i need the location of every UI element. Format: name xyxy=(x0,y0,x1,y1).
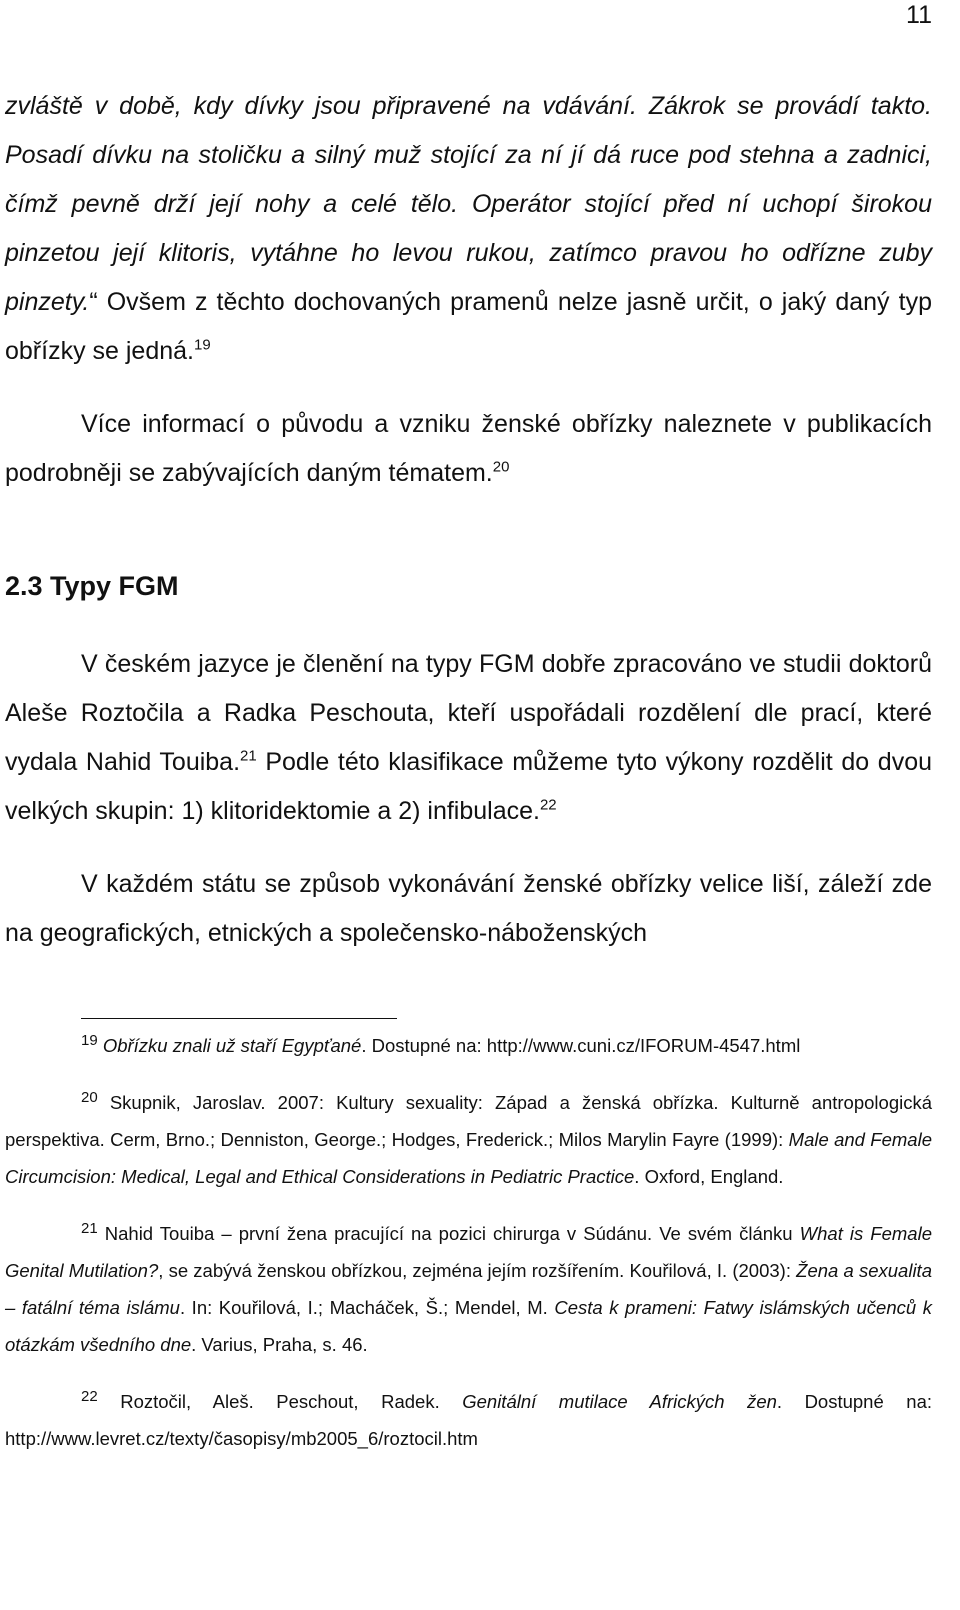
paragraph-1-quote-italic: zvláště v době, kdy dívky jsou připravené na vdávání. Zákrok se provádí takto. Posadí dívku na stoličku a silný muž stojící za ní jí dá ruce pod stehna a zadnici, čímž pevně drží její nohy a celé tělo. Operátor stojící před ní uchopí širokou pinzetou její klitoris, vytáhne ho levou rukou, zatímco pravou ho odřízne zuby pinzety. xyxy=(5,92,932,316)
paragraph-3-text-b: Podle této klasifikace můžeme tyto výkony rozdělit do dvou velkých skupin: 1) klitoridektomie a 2) infibulace. xyxy=(5,748,933,825)
paragraph-3 xyxy=(5,640,932,836)
footnote-20-title: Male and Female Circumcision: Medical, Legal and Ethical Considerations in Pediatric Practice xyxy=(5,1129,932,1187)
footnote-20 xyxy=(5,1084,932,1195)
paragraph-1-text: Ovšem z těchto dochovaných pramenů nelze jasně určit, o jaký daný typ obřízky se jedná. xyxy=(5,288,932,365)
section-heading: 2.3 Typy FGM xyxy=(5,571,179,601)
footnote-21-title-a: What is Female Genital Mutilation? xyxy=(5,1223,932,1281)
footnote-21-text-a: Nahid Touiba – první žena pracující na pozici chirurga v Súdánu. Ve svém článku xyxy=(104,1223,800,1244)
footnote-number-22: 22 xyxy=(81,1387,98,1405)
footnote-20-text-b: . Oxford, England. xyxy=(634,1166,784,1187)
footnote-20-text-a: Skupnik, Jaroslav. 2007: Kultury sexuality: Západ a ženská obřízka. Kulturně antropologická perspektiva. Cerm, Brno.; Denniston, George.; Hodges, Frederick.; Milos Marylin Fayre (1999): xyxy=(5,1092,933,1150)
closing-quote-mark: “ xyxy=(89,288,98,316)
paragraph-3-text-a: V českém jazyce je členění na typy FGM dobře zpracováno ve studii doktorů Aleše Roztočila a Radka Peschouta, kteří uspořádali rozdělení dle prací, které vydala Nahid Touiba. xyxy=(5,650,932,776)
paragraph-2 xyxy=(5,400,932,498)
footnote-21-text-b: , se zabývá ženskou obřízkou, zejména jejím rozšířením. Kouřilová, I. (2003): xyxy=(158,1260,797,1281)
footnotes xyxy=(5,1027,932,1457)
page-number: 11 xyxy=(906,1,932,29)
footnote-22 xyxy=(5,1383,932,1457)
paragraph-4 xyxy=(5,860,932,958)
footnote-21-text-d: . Varius, Praha, s. 46. xyxy=(191,1334,368,1355)
footnote-separator xyxy=(81,1018,397,1019)
footnote-19 xyxy=(5,1027,932,1064)
footnote-ref-21[interactable]: 21 xyxy=(240,747,257,765)
footnote-21-title-c: Cesta k prameni: Fatwy islámských učenců k otázkám všedního dne xyxy=(5,1297,932,1355)
footnote-21-title-b: Žena a sexualita – fatální téma islámu xyxy=(5,1260,932,1318)
paragraph-2-text: Více informací o původu a vzniku ženské obřízky naleznete v publikacích podrobněji se zabývajících daným tématem. xyxy=(5,410,932,487)
paragraph-4-text: V každém státu se způsob vykonávání ženské obřízky velice liší, záleží zde na geografických, etnických a společensko-náboženských xyxy=(5,870,932,947)
page-content xyxy=(5,82,932,1457)
footnote-ref-22[interactable]: 22 xyxy=(539,796,557,814)
footnote-19-title: Obřízku znali už staří Egypťané xyxy=(102,1035,362,1056)
footnote-22-title: Genitální mutilace Afrických žen xyxy=(462,1391,777,1412)
footnote-number-19: 19 xyxy=(81,1031,98,1049)
footnote-22-text-a: Roztočil, Aleš. Peschout, Radek. xyxy=(120,1391,463,1412)
footnote-number-20: 20 xyxy=(81,1088,98,1106)
footnote-21-text-c: . In: Kouřilová, I.; Macháček, Š.; Mendel, M. xyxy=(179,1297,555,1318)
paragraph-1 xyxy=(5,82,932,376)
footnote-21 xyxy=(5,1215,932,1363)
footnote-ref-19[interactable]: 19 xyxy=(194,336,211,354)
footnote-number-21: 21 xyxy=(81,1219,98,1237)
footnote-ref-20[interactable]: 20 xyxy=(492,458,510,476)
footnote-19-text: . Dostupné na: http://www.cuni.cz/IFORUM-4547.html xyxy=(361,1035,801,1056)
footnote-22-text-b: . Dostupné na: http://www.levret.cz/texty/časopisy/mb2005_6/roztocil.htm xyxy=(5,1391,932,1449)
